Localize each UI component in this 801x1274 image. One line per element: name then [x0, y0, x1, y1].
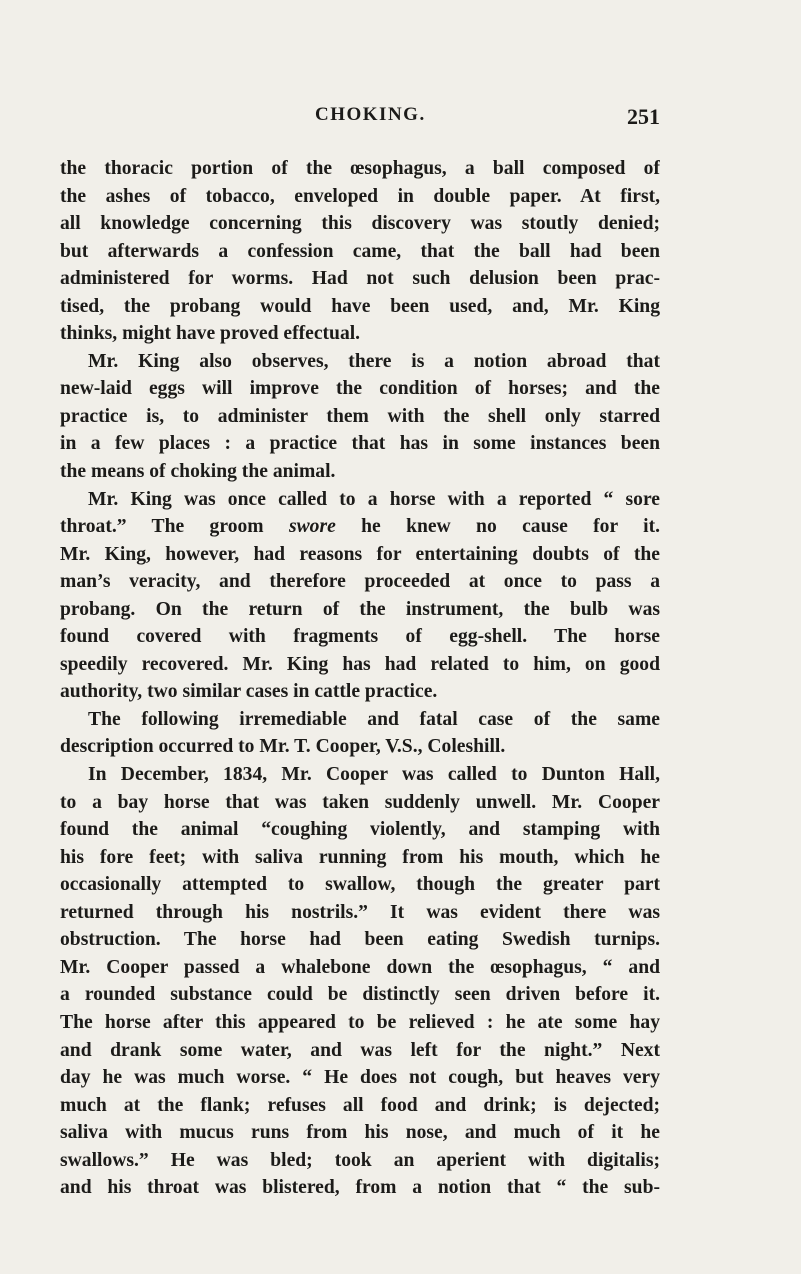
text-line: in a few places : a practice that has in some instances been — [60, 433, 660, 455]
page-number: 251 — [627, 104, 660, 129]
text-line: all knowledge concerning this discovery was stoutly denied; — [60, 213, 660, 235]
text-line: Mr. King, however, had reasons for entertaining doubts of the — [60, 543, 660, 565]
text-line-with-emphasis — [60, 513, 660, 541]
text-line: his fore feet; with saliva running from his mouth, which he — [60, 846, 660, 868]
running-head: CHOKING. — [315, 104, 426, 125]
text-line: swallows.” He was bled; took an aperient with digitalis; — [60, 1149, 660, 1171]
text-line: found covered with fragments of egg-shell. The horse — [60, 626, 660, 648]
text-line: but afterwards a confession came, that the ball had been — [60, 240, 660, 262]
text-line: In December, 1834, Mr. Cooper was called to Dunton Hall, — [88, 764, 660, 786]
text-line: man’s veracity, and therefore proceeded at once to pass a — [60, 571, 660, 593]
text-line: saliva with mucus runs from his nose, and much of it he — [60, 1122, 660, 1144]
text-line: found the animal “coughing violently, and stamping with — [60, 819, 660, 841]
text-line: authority, two similar cases in cattle practice. — [60, 681, 438, 703]
text-line: obstruction. The horse had been eating Swedish turnips. — [60, 929, 660, 951]
text-line: the ashes of tobacco, enveloped in double paper. At first, — [60, 185, 660, 207]
text-line: The following irremediable and fatal case of the same — [88, 708, 660, 730]
text-line: a rounded substance could be distinctly seen driven before it. — [60, 984, 660, 1006]
text-line: day he was much worse. “ He does not cough, but heaves very — [60, 1067, 660, 1089]
text-segment: throat.” The groom — [60, 516, 289, 538]
text-line: practice is, to administer them with the shell only starred — [60, 405, 660, 427]
text-line: returned through his nostrils.” It was evident there was — [60, 901, 660, 923]
text-line: Mr. Cooper passed a whalebone down the œsophagus, “ and — [60, 956, 660, 978]
text-line: the thoracic portion of the œsophagus, a ball composed of — [60, 158, 660, 179]
text-line: occasionally attempted to swallow, though the greater part — [60, 874, 660, 896]
text-line: Mr. King was once called to a horse with a reported “ sore — [88, 488, 660, 510]
text-line: tised, the probang would have been used, and, Mr. King — [60, 295, 660, 317]
text-line: the means of choking the animal. — [60, 461, 336, 483]
text-line: and his throat was blistered, from a notion that “ the sub- — [60, 1177, 660, 1199]
emphasized-word: swore — [288, 516, 336, 538]
text-line: to a bay horse that was taken suddenly unwell. Mr. Cooper — [60, 791, 660, 813]
text-line: The horse after this appeared to be relieved : he ate some hay — [60, 1011, 660, 1033]
text-line: and drank some water, and was left for the night.” Next — [60, 1039, 660, 1061]
text-line: much at the flank; refuses all food and drink; is dejected; — [60, 1094, 660, 1116]
body-text — [60, 155, 660, 1202]
text-line: administered for worms. Had not such delusion been prac- — [60, 268, 660, 290]
text-line: probang. On the return of the instrument, the bulb was — [60, 598, 660, 620]
text-line: new-laid eggs will improve the condition of horses; and the — [60, 378, 660, 400]
text-line: thinks, might have proved effectual. — [60, 323, 361, 345]
text-line: Mr. King also observes, there is a notion abroad that — [88, 350, 660, 372]
page-header — [60, 104, 660, 134]
text-line: speedily recovered. Mr. King has had related to him, on good — [60, 653, 660, 675]
text-segment: he knew no cause for it. — [335, 516, 660, 538]
text-line: description occurred to Mr. T. Cooper, V.S., Coleshill. — [60, 736, 506, 758]
